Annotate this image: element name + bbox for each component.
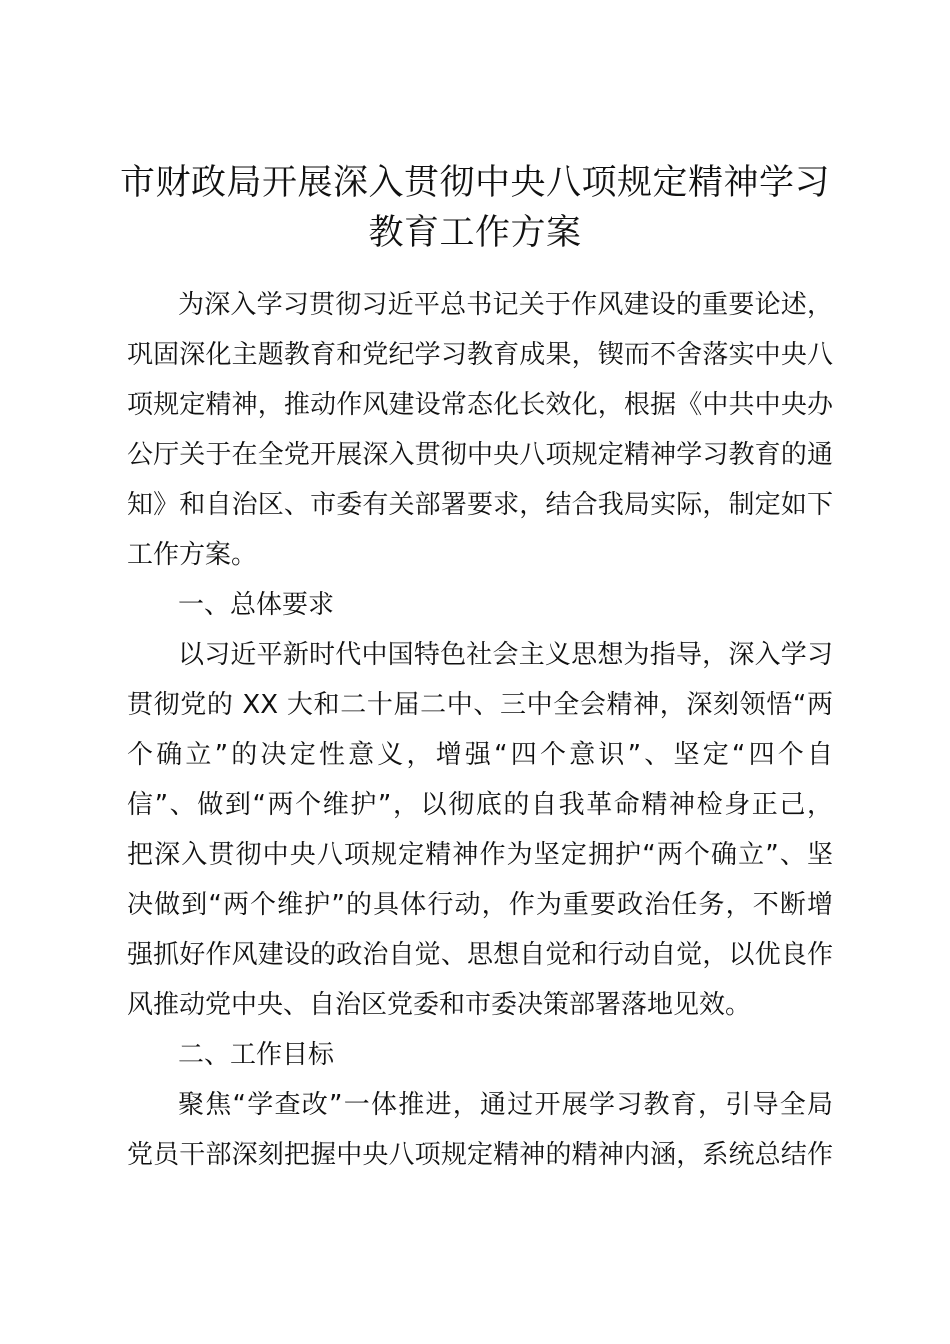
section-1-heading: 一、总体要求 bbox=[178, 590, 335, 620]
section-1-paragraph-line: 信”、做到“两个维护”，以彻底的自我革命精神检身正己， bbox=[127, 790, 833, 820]
intro-paragraph-line: 项规定精神，推动作风建设常态化长效化，根据《中共中央办 bbox=[127, 390, 833, 420]
section-1-paragraph-line: 风推动党中央、自治区党委和市委决策部署落地见效。 bbox=[127, 990, 752, 1020]
section-1-paragraph-line: 把深入贯彻中央八项规定精神作为坚定拥护“两个确立”、坚 bbox=[127, 840, 833, 870]
document-title-line-1: 市财政局开展深入贯彻中央八项规定精神学习 bbox=[120, 163, 831, 203]
section-2-paragraph-line: 党员干部深刻把握中央八项规定精神的精神内涵，系统总结作 bbox=[127, 1140, 833, 1170]
intro-paragraph-line: 知》和自治区、市委有关部署要求，结合我局实际，制定如下 bbox=[127, 490, 833, 520]
intro-paragraph-line: 公厅关于在全党开展深入贯彻中央八项规定精神学习教育的通 bbox=[127, 440, 833, 470]
section-2-heading: 二、工作目标 bbox=[178, 1040, 335, 1070]
section-1-paragraph-line: 决做到“两个维护”的具体行动，作为重要政治任务，不断增 bbox=[127, 890, 833, 920]
section-2-paragraph-line: 聚焦“学查改”一体推进，通过开展学习教育，引导全局 bbox=[178, 1090, 833, 1120]
section-1-paragraph-line: 个确立”的决定性意义，增强“四个意识”、坚定“四个自 bbox=[127, 740, 833, 770]
document-title-line-2: 教育工作方案 bbox=[368, 213, 582, 253]
section-1-paragraph-line: 以习近平新时代中国特色社会主义思想为指导，深入学习 bbox=[178, 640, 833, 670]
intro-paragraph-line: 巩固深化主题教育和党纪学习教育成果，锲而不舍落实中央八 bbox=[127, 340, 833, 370]
section-1-paragraph-line: 强抓好作风建设的政治自觉、思想自觉和行动自觉，以优良作 bbox=[127, 940, 833, 970]
section-1-paragraph-line: 贯彻党的 XX 大和二十届二中、三中全会精神，深刻领悟“两 bbox=[127, 690, 833, 720]
intro-paragraph-line: 工作方案。 bbox=[127, 540, 258, 570]
intro-paragraph-line: 为深入学习贯彻习近平总书记关于作风建设的重要论述， bbox=[178, 290, 833, 320]
